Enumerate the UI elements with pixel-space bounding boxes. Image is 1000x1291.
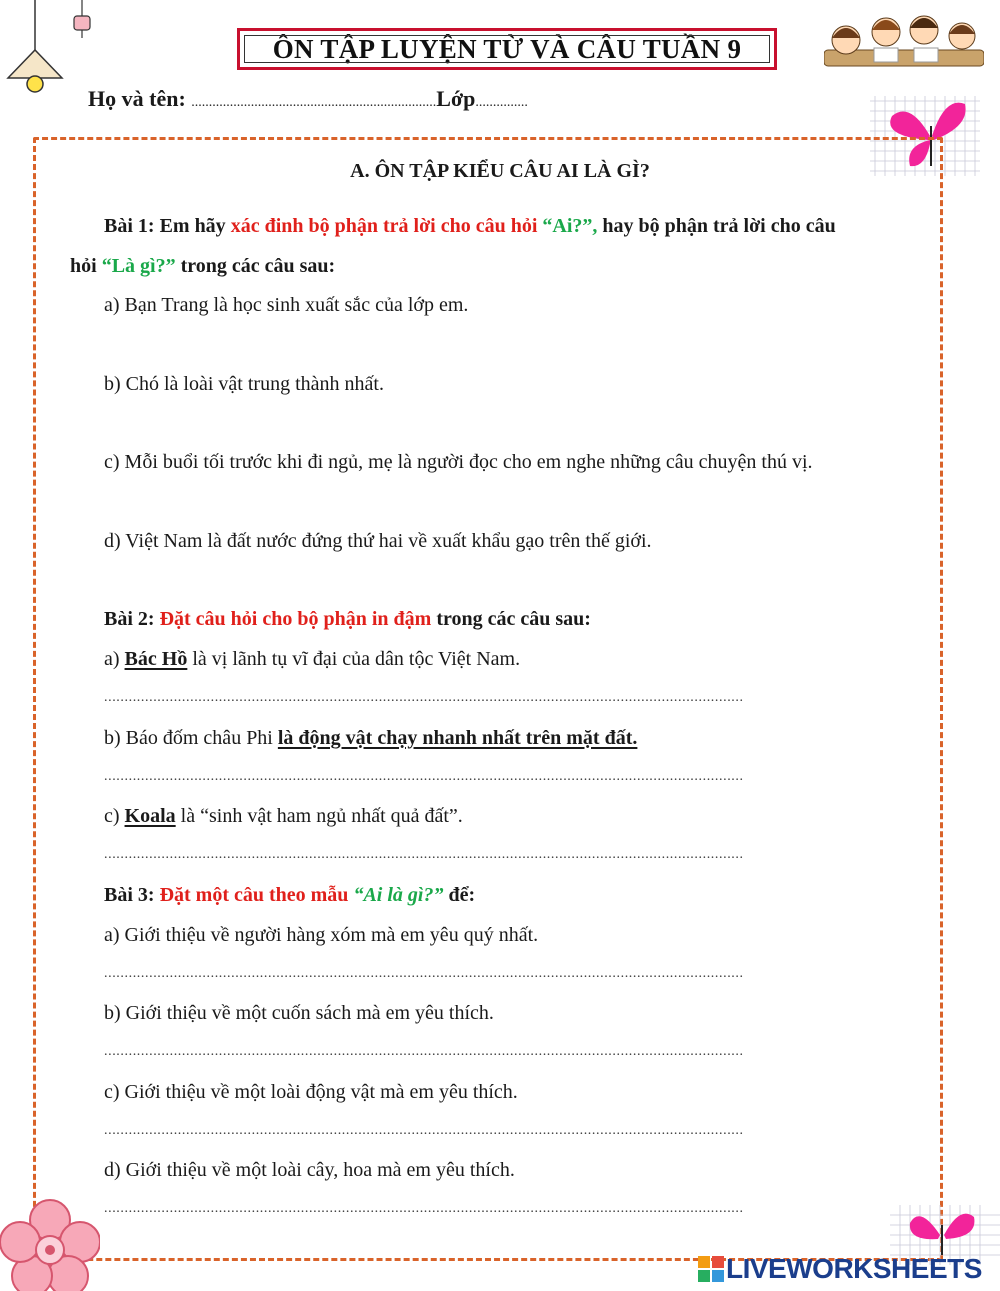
name-label: Họ và tên: bbox=[88, 86, 186, 111]
class-field[interactable]: ............... bbox=[475, 95, 528, 110]
bai3-label: Bài 3: bbox=[104, 884, 155, 906]
class-label: Lớp bbox=[436, 86, 476, 111]
bai3-item-d: d) Giới thiệu về một loài cây, hoa mà em yêu thích. bbox=[104, 1159, 515, 1181]
bai3-item-a: a) Giới thiệu về người hàng xóm mà em yêu quý nhất. bbox=[104, 924, 539, 946]
bai1-instruction-line2: hỏi “Là gì?” trong các câu sau: bbox=[70, 255, 336, 277]
liveworksheets-logo[interactable]: LIVEWORKSHEETS bbox=[726, 1253, 982, 1284]
answer-line[interactable]: ............................................................................................................................................................ bbox=[104, 1123, 744, 1138]
flower-icon bbox=[0, 1198, 100, 1291]
bai2-label: Bài 2: bbox=[104, 608, 155, 630]
bai3-item-c: c) Giới thiệu về một loài động vật mà em yêu thích. bbox=[104, 1081, 518, 1103]
bai1-item-a: a) Bạn Trang là học sinh xuất sắc của lớp em. bbox=[104, 294, 469, 316]
student-info-row bbox=[88, 86, 528, 112]
hanging-lamp-icon bbox=[0, 0, 110, 100]
title-box bbox=[237, 28, 777, 70]
kids-studying-icon bbox=[824, 8, 984, 78]
bai3-item-b: b) Giới thiệu về một cuốn sách mà em yêu thích. bbox=[104, 1002, 494, 1024]
page-title: ÔN TẬP LUYỆN TỪ VÀ CÂU TUẦN 9 bbox=[272, 33, 742, 64]
answer-line[interactable]: ............................................................................................................................................................ bbox=[104, 847, 744, 862]
answer-line[interactable]: ............................................................................................................................................................ bbox=[104, 966, 744, 981]
liveworksheets-logo-icon bbox=[698, 1256, 724, 1284]
bai2-item-c: c) Koala là “sinh vật ham ngủ nhất quả đất”. bbox=[104, 805, 463, 827]
answer-line[interactable]: ............................................................................................................................................................ bbox=[104, 690, 744, 705]
bai1-item-b: b) Chó là loài vật trung thành nhất. bbox=[104, 373, 384, 395]
bai2-instruction: Bài 2: Đặt câu hỏi cho bộ phận in đậm trong các câu sau: bbox=[104, 608, 591, 630]
section-title: A. ÔN TẬP KIỂU CÂU AI LÀ GÌ? bbox=[350, 160, 650, 182]
bai1-item-c: c) Mỗi buổi tối trước khi đi ngủ, mẹ là người đọc cho em nghe những câu chuyện thú vị. bbox=[104, 451, 813, 473]
bai2-item-a: a) Bác Hồ là vị lãnh tụ vĩ đại của dân tộc Việt Nam. bbox=[104, 648, 521, 670]
bai1-label: Bài 1: bbox=[104, 215, 155, 237]
bai3-instruction: Bài 3: Đặt một câu theo mẫu “Ai là gì?” để: bbox=[104, 884, 476, 906]
answer-line[interactable]: ............................................................................................................................................................ bbox=[104, 1201, 744, 1216]
bai2-item-b: b) Báo đốm châu Phi là động vật chạy nhanh nhất trên mặt đất. bbox=[104, 727, 638, 749]
bai1-item-d: d) Việt Nam là đất nước đứng thứ hai về xuất khẩu gạo trên thế giới. bbox=[104, 530, 652, 552]
answer-line[interactable]: ............................................................................................................................................................ bbox=[104, 769, 744, 784]
bai1-instruction-line1: Bài 1: Em hãy xác đinh bộ phận trả lời cho câu hỏi “Ai?”, hay bộ phận trả lời cho câu bbox=[104, 215, 836, 237]
name-field[interactable]: ...................................................................... bbox=[191, 95, 437, 110]
answer-line[interactable]: ............................................................................................................................................................ bbox=[104, 1044, 744, 1059]
